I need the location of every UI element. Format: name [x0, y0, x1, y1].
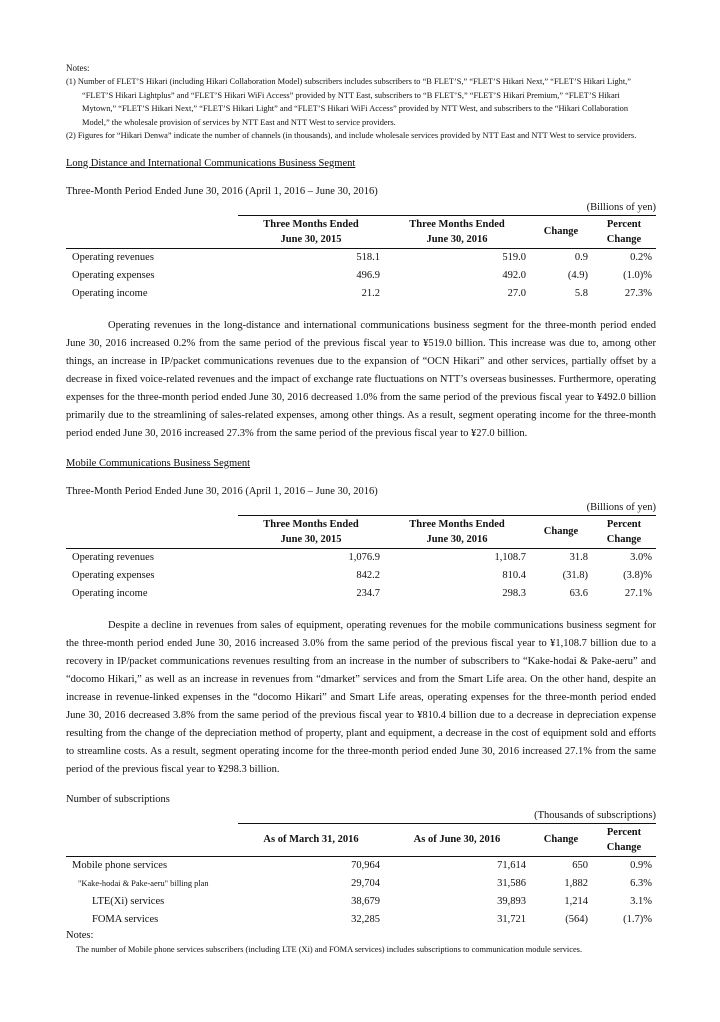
top-notes	[66, 62, 656, 143]
row-change: (31.8)	[562, 569, 588, 581]
row-label: Operating income	[72, 587, 148, 599]
row-value: 71,614	[497, 859, 526, 871]
row-change: 650	[572, 859, 588, 871]
table-row	[66, 893, 656, 911]
row-value: 842.2	[356, 569, 380, 581]
long-distance-section-title: Long Distance and International Communications Business Segment	[66, 157, 356, 169]
table-row	[66, 548, 656, 567]
row-value: 519.0	[502, 251, 526, 263]
row-value: 810.4	[502, 569, 526, 581]
mobile-paragraph: Despite a decline in revenues from sales of equipment, operating revenues for the mobile communications business segment for the three-month period ended June 30, 2016 increased 3.0% from the same period of the previous fiscal year to ¥1,108.7 billion due to a recovery in IP/packet communications revenues resulting from an increase in the number of subscribers to “Kake-hodai & Pake-aeru” and “docomo Hikari,” as well as an increase in revenues from “dmarket” services and from the Smart Life area. On the other hand, despite an increase in revenue-linked expenses in the “docomo Hikari” and Smart Life areas, operating expenses for the three-month period ended June 30, 2016 decreased 3.8% from the same period of the previous fiscal year to ¥810.4 billion due to a decrease in depreciation expense resulting from the change of the depreciation method of property, plant and equipment, a decrease in the cost of equipment sold and efforts to streamline costs. As a result, segment operating income for the three-month period ended June 30, 2016 increased 27.1% from the same period of the previous fiscal year to ¥298.3 billion.	[66, 619, 656, 775]
row-value: 31,586	[497, 877, 526, 889]
sub-header-percent: Percent Change	[592, 823, 656, 856]
mobile-table	[66, 515, 656, 603]
row-value: 496.9	[356, 269, 380, 281]
ld-header-change: Change	[530, 215, 592, 248]
table-row	[66, 267, 656, 285]
table-row	[66, 567, 656, 585]
subscriptions-unit: (Thousands of subscriptions)	[534, 809, 656, 821]
row-label: Operating income	[72, 287, 148, 299]
table-row	[66, 248, 656, 267]
mob-header-col1: Three Months Ended June 30, 2015	[238, 515, 384, 548]
row-label: Operating revenues	[72, 251, 154, 263]
row-label: FOMA services	[92, 913, 159, 925]
row-percent: 27.3%	[624, 287, 652, 299]
row-change: 1,882	[564, 877, 588, 889]
mobile-unit: (Billions of yen)	[586, 501, 656, 513]
row-change: (564)	[565, 913, 588, 925]
row-value: 1,076.9	[348, 551, 380, 563]
row-value: 21.2	[361, 287, 380, 299]
table-row	[66, 875, 656, 893]
ld-header-col2: Three Months Ended June 30, 2016	[384, 215, 530, 248]
row-value: 29,704	[351, 877, 380, 889]
row-label: Operating expenses	[72, 569, 155, 581]
ld-header-col1: Three Months Ended June 30, 2015	[238, 215, 384, 248]
row-change: 31.8	[569, 551, 588, 563]
row-change: 1,214	[564, 895, 588, 907]
note-1: (1) Number of FLET’S Hikari (including Hikari Collaboration Model) subscribers includes subscribers to “B FLET’S,” “FLET’S Hikari Next,” “FLET’S Hikari Light,” “FLET’S Hikari Lightplus” and “FLET’S Hikari WiFi Access” provided by NTT East, subscribers to “B FLET’S,” “FLET’S Hikari Premium,” “FLET’S Hikari Mytown,” “FLET’S Hikari Next,” “FLET’S Hikari Light” and “FLET’S Hikari WiFi Access” provided by NTT West, and subscribers to the “Hikari Collaboration Model,” the wholesale provision of services by NTT East and NTT West to service providers.	[66, 77, 631, 127]
table-row	[66, 911, 656, 929]
row-change: 5.8	[574, 287, 588, 299]
long-distance-table	[66, 215, 656, 303]
row-label: Operating expenses	[72, 269, 155, 281]
row-percent: 27.1%	[624, 587, 652, 599]
row-value: 38,679	[351, 895, 380, 907]
row-label: LTE(Xi) services	[92, 895, 165, 907]
row-value: 27.0	[507, 287, 526, 299]
row-percent: 0.2%	[630, 251, 652, 263]
sub-header-col2: As of June 30, 2016	[384, 823, 530, 856]
document-page	[66, 62, 656, 956]
row-percent: 3.1%	[630, 895, 652, 907]
note-2: (2) Figures for “Hikari Denwa” indicate the number of channels (in thousands), and include wholesale services provided by NTT East and NTT West to service providers.	[66, 131, 637, 140]
row-value: 234.7	[356, 587, 380, 599]
row-value: 31,721	[497, 913, 526, 925]
row-value: 70,964	[351, 859, 380, 871]
row-value: 298.3	[502, 587, 526, 599]
row-value: 32,285	[351, 913, 380, 925]
row-change: 63.6	[569, 587, 588, 599]
mobile-period: Three-Month Period Ended June 30, 2016 (April 1, 2016 – June 30, 2016)	[66, 485, 378, 497]
long-distance-period: Three-Month Period Ended June 30, 2016 (April 1, 2016 – June 30, 2016)	[66, 185, 378, 197]
notes-title: Notes:	[66, 63, 90, 73]
row-label: "Kake-hodai & Pake-aeru" billing plan	[78, 878, 209, 888]
row-percent: (1.7)%	[623, 913, 652, 925]
mob-header-change: Change	[530, 515, 592, 548]
table-row	[66, 856, 656, 875]
table-row	[66, 585, 656, 603]
row-change: (4.9)	[567, 269, 588, 281]
row-value: 1,108.7	[494, 551, 526, 563]
subscriptions-title: Number of subscriptions	[66, 793, 170, 805]
long-distance-unit: (Billions of yen)	[586, 201, 656, 213]
ld-header-percent: Percent Change	[592, 215, 656, 248]
table-row	[66, 285, 656, 303]
subscriptions-table	[66, 823, 656, 929]
long-distance-paragraph: Operating revenues in the long-distance and international communications business segment for the three-month period ended June 30, 2016 increased 0.2% from the same period of the previous fiscal year to ¥519.0 billion. This increase was due to, among other things, an increase in IP/packet communications revenues due to the expansion of “OCN Hikari” and other services, partially offset by a decrease in fixed voice-related revenues and the impact of exchange rate fluctuations on NTT’s overseas businesses. Furthermore, operating expenses for the three-month period ended June 30, 2016 decreased 1.0% from the same period of the previous fiscal year to ¥492.0 billion primarily due to the streamlining of sales-related expenses, among other things. As a result, segment operating income for the three-month period ended June 30, 2016 increased 27.3% from the same period of the previous fiscal year to ¥27.0 billion.	[66, 319, 656, 439]
row-percent: 0.9%	[630, 859, 652, 871]
row-value: 39,893	[497, 895, 526, 907]
subscriptions-note: The number of Mobile phone services subscribers (including LTE (Xi) and FOMA services) includes subscriptions to communication module services.	[76, 944, 583, 954]
row-percent: (3.8)%	[623, 569, 652, 581]
row-percent: 6.3%	[630, 877, 652, 889]
mob-header-col2: Three Months Ended June 30, 2016	[384, 515, 530, 548]
row-percent: 3.0%	[630, 551, 652, 563]
row-percent: (1.0)%	[623, 269, 652, 281]
sub-header-change: Change	[530, 823, 592, 856]
mobile-section-title: Mobile Communications Business Segment	[66, 457, 251, 469]
row-label: Mobile phone services	[72, 859, 168, 871]
subscriptions-notes-title: Notes:	[66, 929, 94, 941]
row-change: 0.9	[574, 251, 588, 263]
row-value: 492.0	[502, 269, 526, 281]
row-label: Operating revenues	[72, 551, 154, 563]
sub-header-col1: As of March 31, 2016	[238, 823, 384, 856]
row-value: 518.1	[356, 251, 380, 263]
mob-header-percent: Percent Change	[592, 515, 656, 548]
